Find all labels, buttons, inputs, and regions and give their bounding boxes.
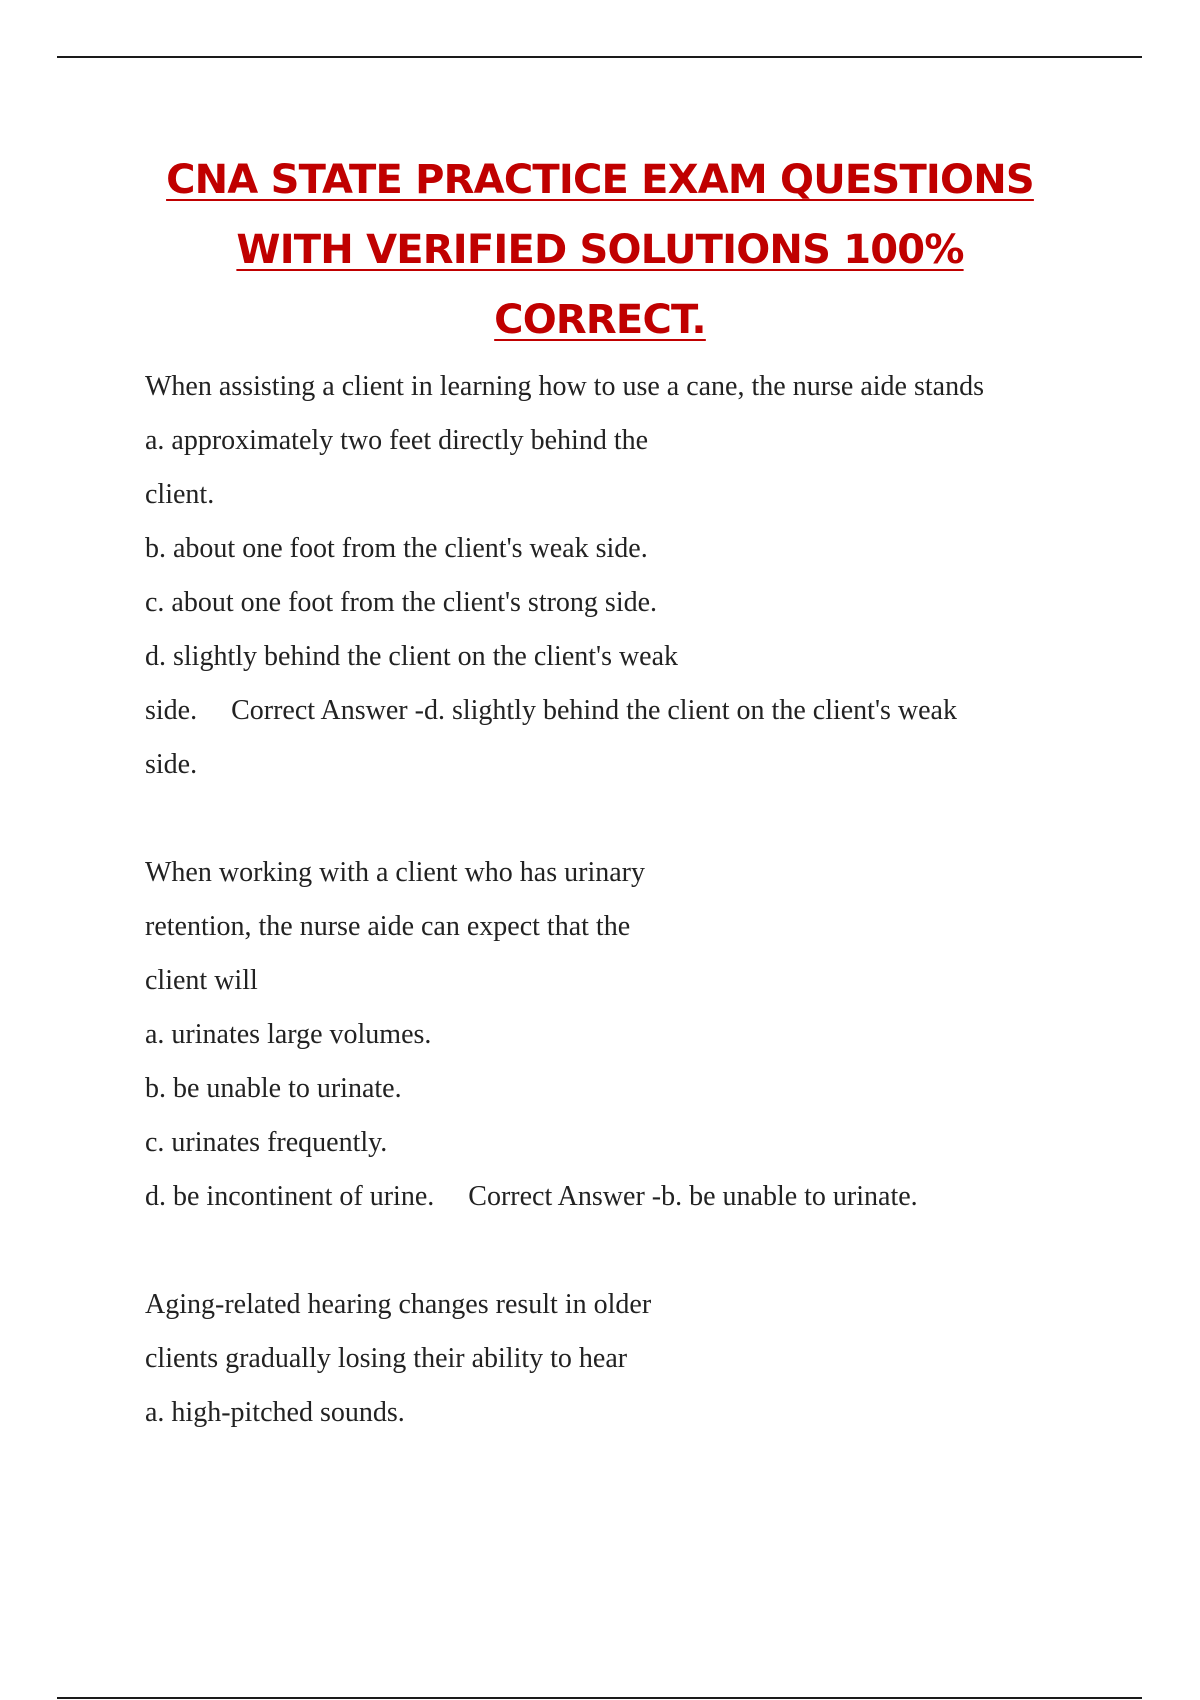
option-a: a. urinates large volumes. — [145, 1019, 432, 1050]
document-title — [0, 145, 1200, 355]
spacer — [145, 792, 1105, 846]
question-stem-continued: clients gradually losing their ability to hear — [145, 1343, 628, 1374]
question-1 — [145, 360, 1105, 792]
correct-answer: Correct Answer -d. slightly behind the client on the client's weak — [231, 695, 957, 726]
correct-answer: Correct Answer -b. be unable to urinate. — [468, 1181, 918, 1212]
option-b: b. be unable to urinate. — [145, 1073, 402, 1104]
answer-line — [145, 1170, 1105, 1224]
answer-line — [145, 684, 1105, 738]
question-stem-continued: client will — [145, 965, 258, 996]
option-a: a. high-pitched sounds. — [145, 1397, 405, 1428]
question-stem: When assisting a client in learning how to use a cane, the nurse aide stands — [145, 371, 984, 402]
option-c: c. urinates frequently. — [145, 1127, 388, 1158]
bottom-rule — [57, 1697, 1142, 1699]
title-line-1: CNA STATE PRACTICE EXAM QUESTIONS — [166, 157, 1034, 203]
question-2 — [145, 846, 1105, 1224]
option-b: b. about one foot from the client's weak side. — [145, 533, 648, 564]
spacer — [145, 1224, 1105, 1278]
top-rule — [57, 56, 1142, 58]
option-c: c. about one foot from the client's strong side. — [145, 587, 658, 618]
option-d-continued: side. — [145, 695, 198, 726]
option-d: d. slightly behind the client on the client's weak — [145, 641, 679, 672]
option-d: d. be incontinent of urine. — [145, 1181, 435, 1212]
question-stem-continued: retention, the nurse aide can expect that the — [145, 911, 631, 942]
title-line-3: CORRECT. — [494, 297, 706, 343]
title-line-2: WITH VERIFIED SOLUTIONS 100% — [236, 227, 964, 273]
question-stem: Aging-related hearing changes result in older — [145, 1289, 652, 1320]
option-a-continued: client. — [145, 479, 215, 510]
option-a: a. approximately two feet directly behind the — [145, 425, 649, 456]
question-3 — [145, 1278, 1105, 1440]
question-stem: When working with a client who has urinary — [145, 857, 645, 888]
document-body — [145, 360, 1105, 1440]
correct-answer-continued: side. — [145, 749, 198, 780]
